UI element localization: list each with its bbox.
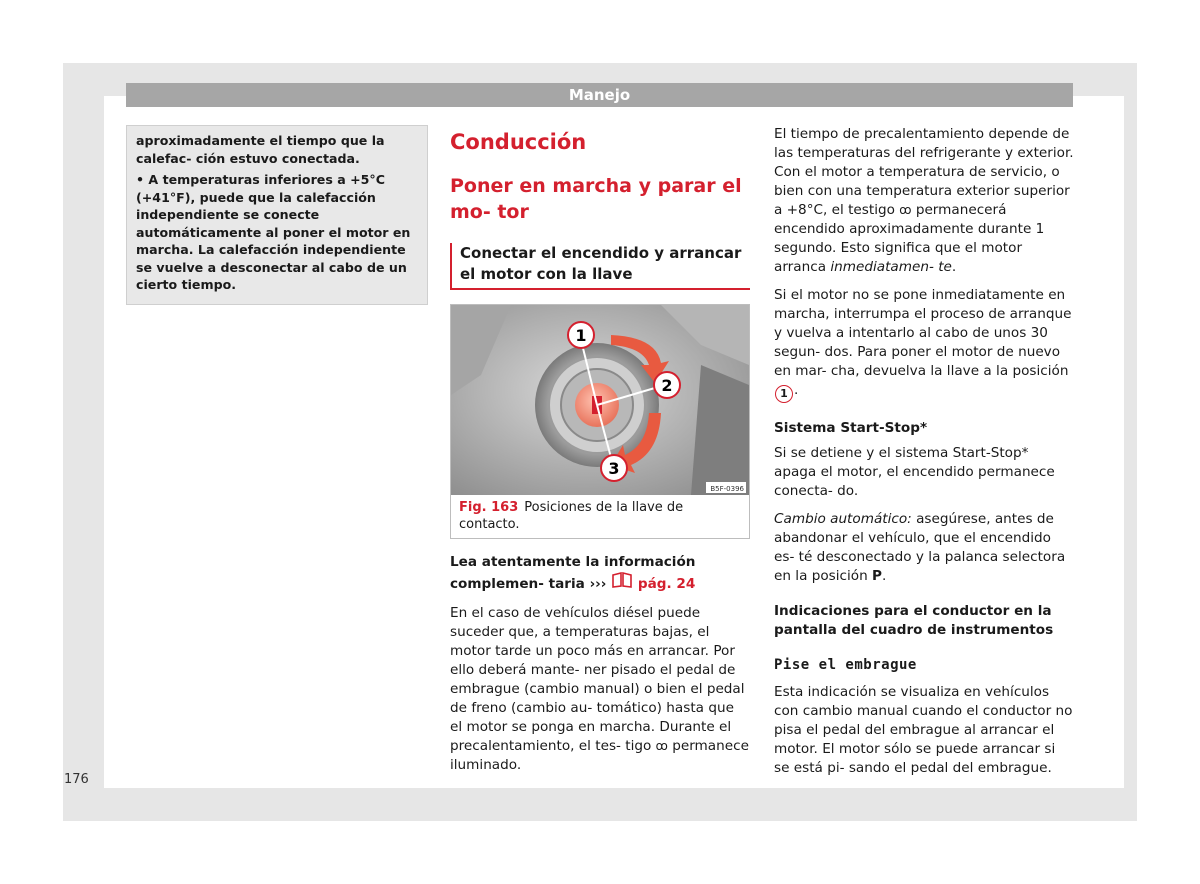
note-paragraph-1: aproximadamente el tiempo que la calefac- ción estuvo conectada. [136, 133, 385, 166]
position-marker-1 [568, 322, 594, 348]
figure-caption-text: Posiciones de la llave de contacto. [459, 500, 684, 532]
position-1-marker: 1 [775, 385, 793, 403]
figure-label: Fig. 163 [459, 500, 519, 515]
note-paragraph-2: • A temperaturas inferiores a +5°C (+41°F), puede que la calefacción independiente se conecte automáticamente al poner el motor en marcha. La calefacción independiente se vuelve a desconectar al cabo de un cierto tiempo. [136, 172, 411, 292]
book-icon[interactable] [611, 576, 638, 592]
figure-ignition-key [450, 304, 750, 539]
section-header: Manejo [126, 83, 1073, 107]
svg-text:2: 2 [661, 376, 673, 395]
read-info-notice: Lea atentamente la información complemen- taria ››› pág. 24 [450, 554, 696, 592]
glow-plug-icon: ꝏ [655, 739, 668, 753]
page-number: 176 [64, 772, 89, 787]
position-marker-3 [601, 455, 627, 481]
arrows-icon: ››› [589, 576, 607, 592]
paragraph-preheat: El tiempo de precalentamiento depende de las temperaturas del refrigerante y exterior. Con el motor a temperatura de servicio, o bien con una temperatura exterior superior a +8°C, el testigo ꝏ permanecerá encendido aproximadamente durante 1 segundo. Esto significa que el motor arranca inmediatamen- te. [774, 126, 1074, 275]
subheading-driver-messages: Indicaciones para el conductor en la pantalla del cuadro de instrumentos [774, 603, 1054, 638]
paragraph-retry: Si el motor no se pone inmediatamente en marcha, interrumpa el proceso de arranque y vuelva a intentarlo al cabo de unos 30 segun- dos. Para poner el motor de nuevo en mar- cha, devuelva la llave a la posición 1 . [774, 286, 1074, 403]
ignition-illustration [451, 305, 749, 495]
middle-column [450, 125, 750, 784]
svg-text:3: 3 [608, 459, 620, 478]
position-marker-2 [654, 372, 680, 398]
page-reference-link[interactable]: pág. 24 [637, 576, 696, 592]
paragraph-clutch: Esta indicación se visualiza en vehículos con cambio manual cuando el conductor no pisa el pedal del embrague al arrancar el motor. El motor sólo se puede arrancar si se está pi- sando el pedal del embrague. [774, 684, 1073, 776]
paragraph-diesel: En el caso de vehículos diésel puede suceder que, a temperaturas bajas, el motor tarde un poco más en arrancar. Por ello deberá mante- ner pisado el pedal de embrague (cambio manual) o bien el pedal de freno (cambio au- tomático) hasta que el motor se ponga en marcha. Durante el precalentamiento, el tes- tigo ꝏ permanece iluminado. [450, 605, 749, 773]
paragraph-start-stop: Si se detiene y el sistema Start-Stop* apaga el motor, el encendido permanece conecta- do. [774, 445, 1055, 499]
display-message: Pise el embrague [774, 657, 917, 673]
left-column [126, 125, 428, 305]
note-box [126, 125, 428, 305]
subsection-title: Conectar el encendido y arrancar el motor con la llave [450, 243, 750, 290]
figure-code: B5F-0396 [710, 485, 744, 493]
paragraph-automatic: Cambio automático: asegúrese, antes de abandonar el vehículo, que el encendido es- té desconectado y la palanca selectora en la posición P. [774, 511, 1066, 584]
right-column [774, 125, 1074, 787]
subheading-start-stop: Sistema Start-Stop* [774, 420, 928, 436]
glow-plug-icon: ꝏ [899, 203, 912, 217]
chapter-title: Conducción [450, 130, 587, 154]
section-title: Poner en marcha y parar el mo- tor [450, 175, 742, 223]
svg-text:1: 1 [575, 326, 587, 345]
figure-caption [451, 495, 749, 538]
